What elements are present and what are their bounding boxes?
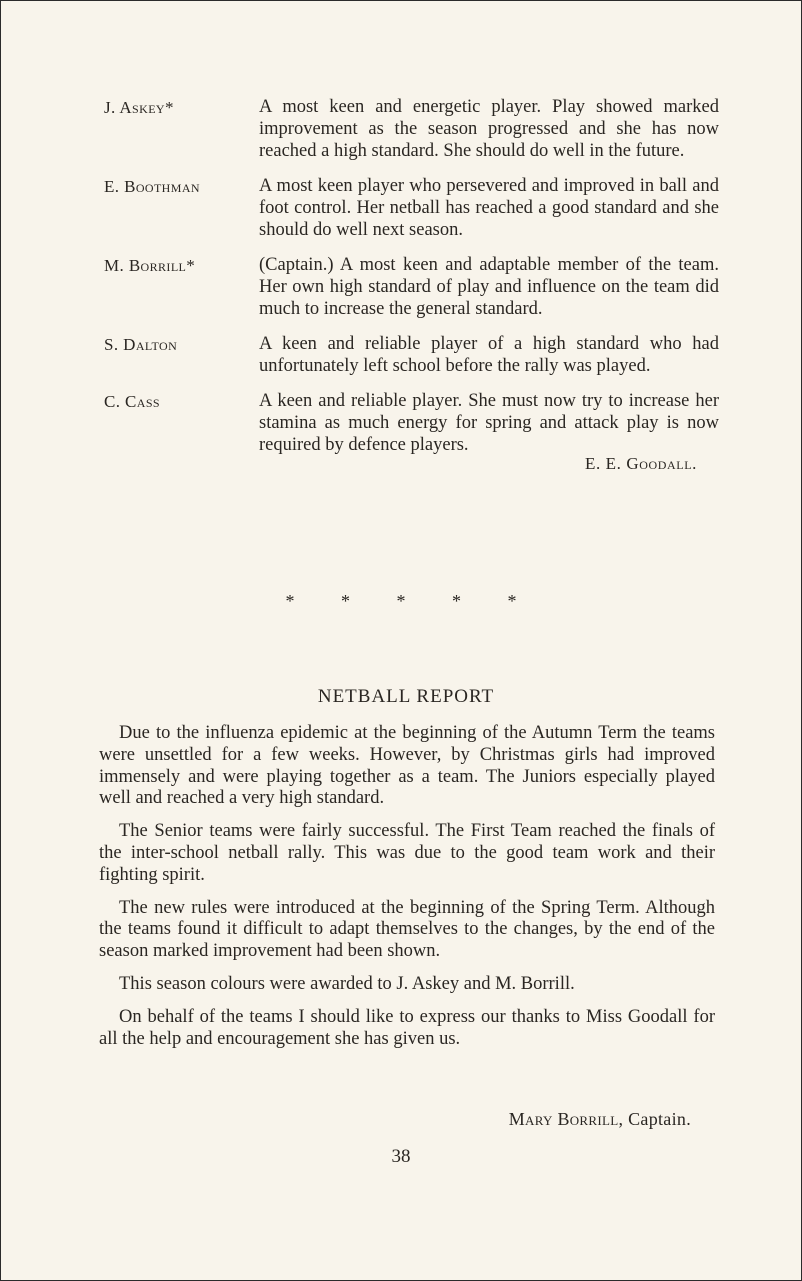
separator-star: *	[507, 591, 517, 611]
player-entry	[104, 333, 719, 377]
player-description: A keen and reliable player. She must now try to increase her stamina as much energy for spring and attack play is now required by defence players.	[259, 391, 719, 455]
player-entry	[104, 254, 719, 320]
separator-star: *	[341, 591, 350, 611]
separator-star: *	[452, 591, 461, 611]
signature-name: Mary Borrill,	[508, 1109, 624, 1129]
report-paragraph: The new rules were introduced at the beginning of the Spring Term. Although the teams found it difficult to adapt themselves to the changes, by the end of the season marked improvement had been shown.	[99, 897, 715, 962]
player-description: A most keen and energetic player. Play showed marked improvement as the season progressed and she has now reached a high standard. She should do well in the future.	[259, 97, 719, 161]
player-entry	[104, 390, 719, 456]
report-signature	[509, 1109, 691, 1130]
signature-role: Captain.	[628, 1109, 691, 1129]
player-entry	[104, 96, 719, 162]
player-name: J. Askey*	[104, 98, 174, 117]
players-signature: E. E. Goodall.	[584, 454, 697, 473]
section-separator	[1, 591, 801, 612]
player-name: S. Dalton	[104, 335, 178, 354]
player-entry	[104, 175, 719, 241]
player-name: M. Borrill*	[104, 256, 196, 275]
player-reports	[104, 96, 719, 474]
report-paragraph: This season colours were awarded to J. Askey and M. Borrill.	[119, 973, 575, 994]
report-paragraph: On behalf of the teams I should like to express our thanks to Miss Goodall for all the help and encouragement she has given us.	[99, 1006, 715, 1049]
player-description: (Captain.) A most keen and adaptable member of the team. Her own high standard of play and influence on the team did much to increase the general standard.	[259, 255, 719, 319]
player-name: E. Boothman	[104, 177, 200, 196]
player-description: A most keen player who persevered and improved in ball and foot control. Her netball has reached a good standard and she should do well next season.	[259, 176, 719, 240]
separator-star: *	[285, 591, 295, 611]
player-description: A keen and reliable player of a high standard who had unfortunately left school before the rally was played.	[259, 334, 719, 376]
separator-star: *	[396, 591, 406, 611]
player-name: C. Cass	[104, 392, 160, 411]
report-paragraph: Due to the influenza epidemic at the beginning of the Autumn Term the teams were unsettled for a few weeks. However, by Christmas girls had improved immensely and were playing together as a team. The Juniors especially played well and reached a very high standard.	[99, 723, 715, 809]
report-title: NETBALL REPORT	[317, 686, 495, 707]
report-paragraph: The Senior teams were fairly successful. The First Team reached the finals of the inter-school netball rally. This was due to the good team work and their fighting spirit.	[99, 821, 715, 885]
page-number: 38	[391, 1146, 411, 1167]
report-body	[99, 723, 715, 1061]
